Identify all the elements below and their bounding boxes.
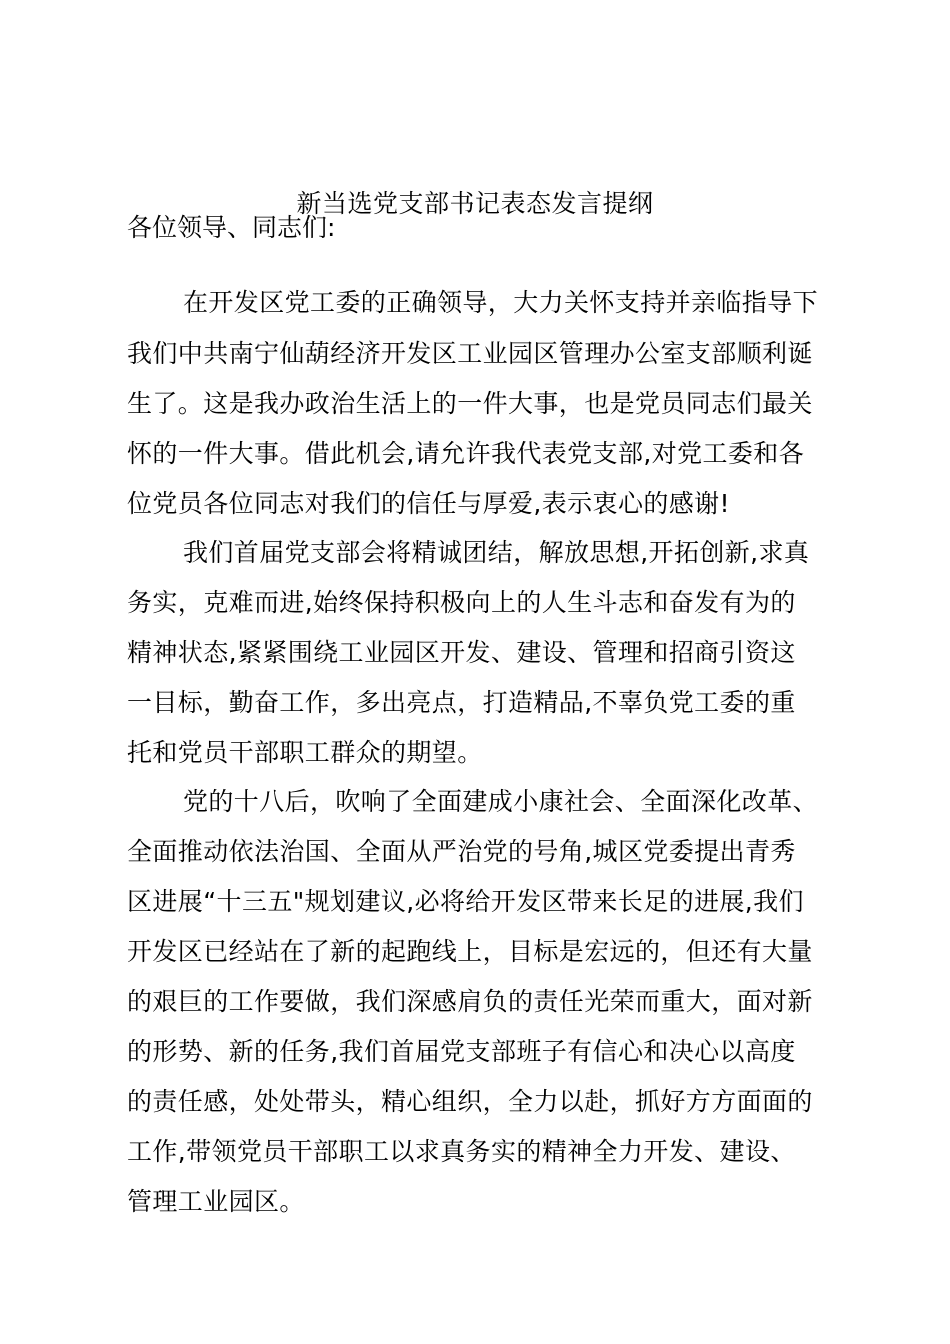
paragraph-3-line: 的艰巨的工作要做，我们深感肩负的责任光荣而重大，面对新 xyxy=(127,987,813,1016)
paragraph-3-line: 管理工业园区。 xyxy=(127,1187,305,1216)
paragraph-3-line: 开发区已经站在了新的起跑线上，目标是宏远的，但还有大量 xyxy=(127,937,813,966)
paragraph-1-line: 怀的一件大事。借此机会,请允许我代表党支部,对党工委和各 xyxy=(127,439,805,468)
paragraph-1-line: 生了。这是我办政治生活上的一件大事，也是党员同志们最关 xyxy=(127,389,813,418)
paragraph-3-line: 工作,带领党员干部职工以求真务实的精神全力开发、建设、 xyxy=(127,1137,796,1166)
paragraph-3-line: 党的十八后，吹响了全面建成小康社会、全面深化改革、 xyxy=(183,787,819,816)
paragraph-3-line: 的责任感，处处带头，精心组织，全力以赴，抓好方方面面的 xyxy=(127,1087,813,1116)
salutation: 各位领导、同志们: xyxy=(127,213,336,242)
paragraph-2-line: 一目标，勤奋工作，多出亮点，打造精品,不辜负党工委的重 xyxy=(127,688,796,717)
document-title: 新当选党支部书记表态发言提纲 xyxy=(296,189,654,218)
paragraph-1-line: 位党员各位同志对我们的信任与厚爱,表示衷心的感谢! xyxy=(127,489,730,518)
paragraph-1-line: 在开发区党工委的正确领导，大力关怀支持并亲临指导下 xyxy=(183,288,819,317)
paragraph-2-line: 务实，克难而进,始终保持积极向上的人生斗志和奋发有为的 xyxy=(127,588,796,617)
paragraph-3-line: 的形势、新的任务,我们首届党支部班子有信心和决心以高度 xyxy=(127,1037,796,1066)
paragraph-1-line: 我们中共南宁仙葫经济开发区工业园区管理办公室支部顺利诞 xyxy=(127,339,813,368)
paragraph-3-line: 区进展“十三五"规划建议,必将给开发区带来长足的进展,我们 xyxy=(127,887,804,916)
paragraph-2-line: 我们首届党支部会将精诚团结，解放思想,开拓创新,求真 xyxy=(183,538,810,567)
paragraph-2-line: 托和党员干部职工群众的期望。 xyxy=(127,738,483,767)
paragraph-2-line: 精神状态,紧紧围绕工业园区开发、建设、管理和招商引资这 xyxy=(127,638,796,667)
paragraph-3-line: 全面推动依法治国、全面从严治党的号角,城区党委提出青秀 xyxy=(127,837,796,866)
